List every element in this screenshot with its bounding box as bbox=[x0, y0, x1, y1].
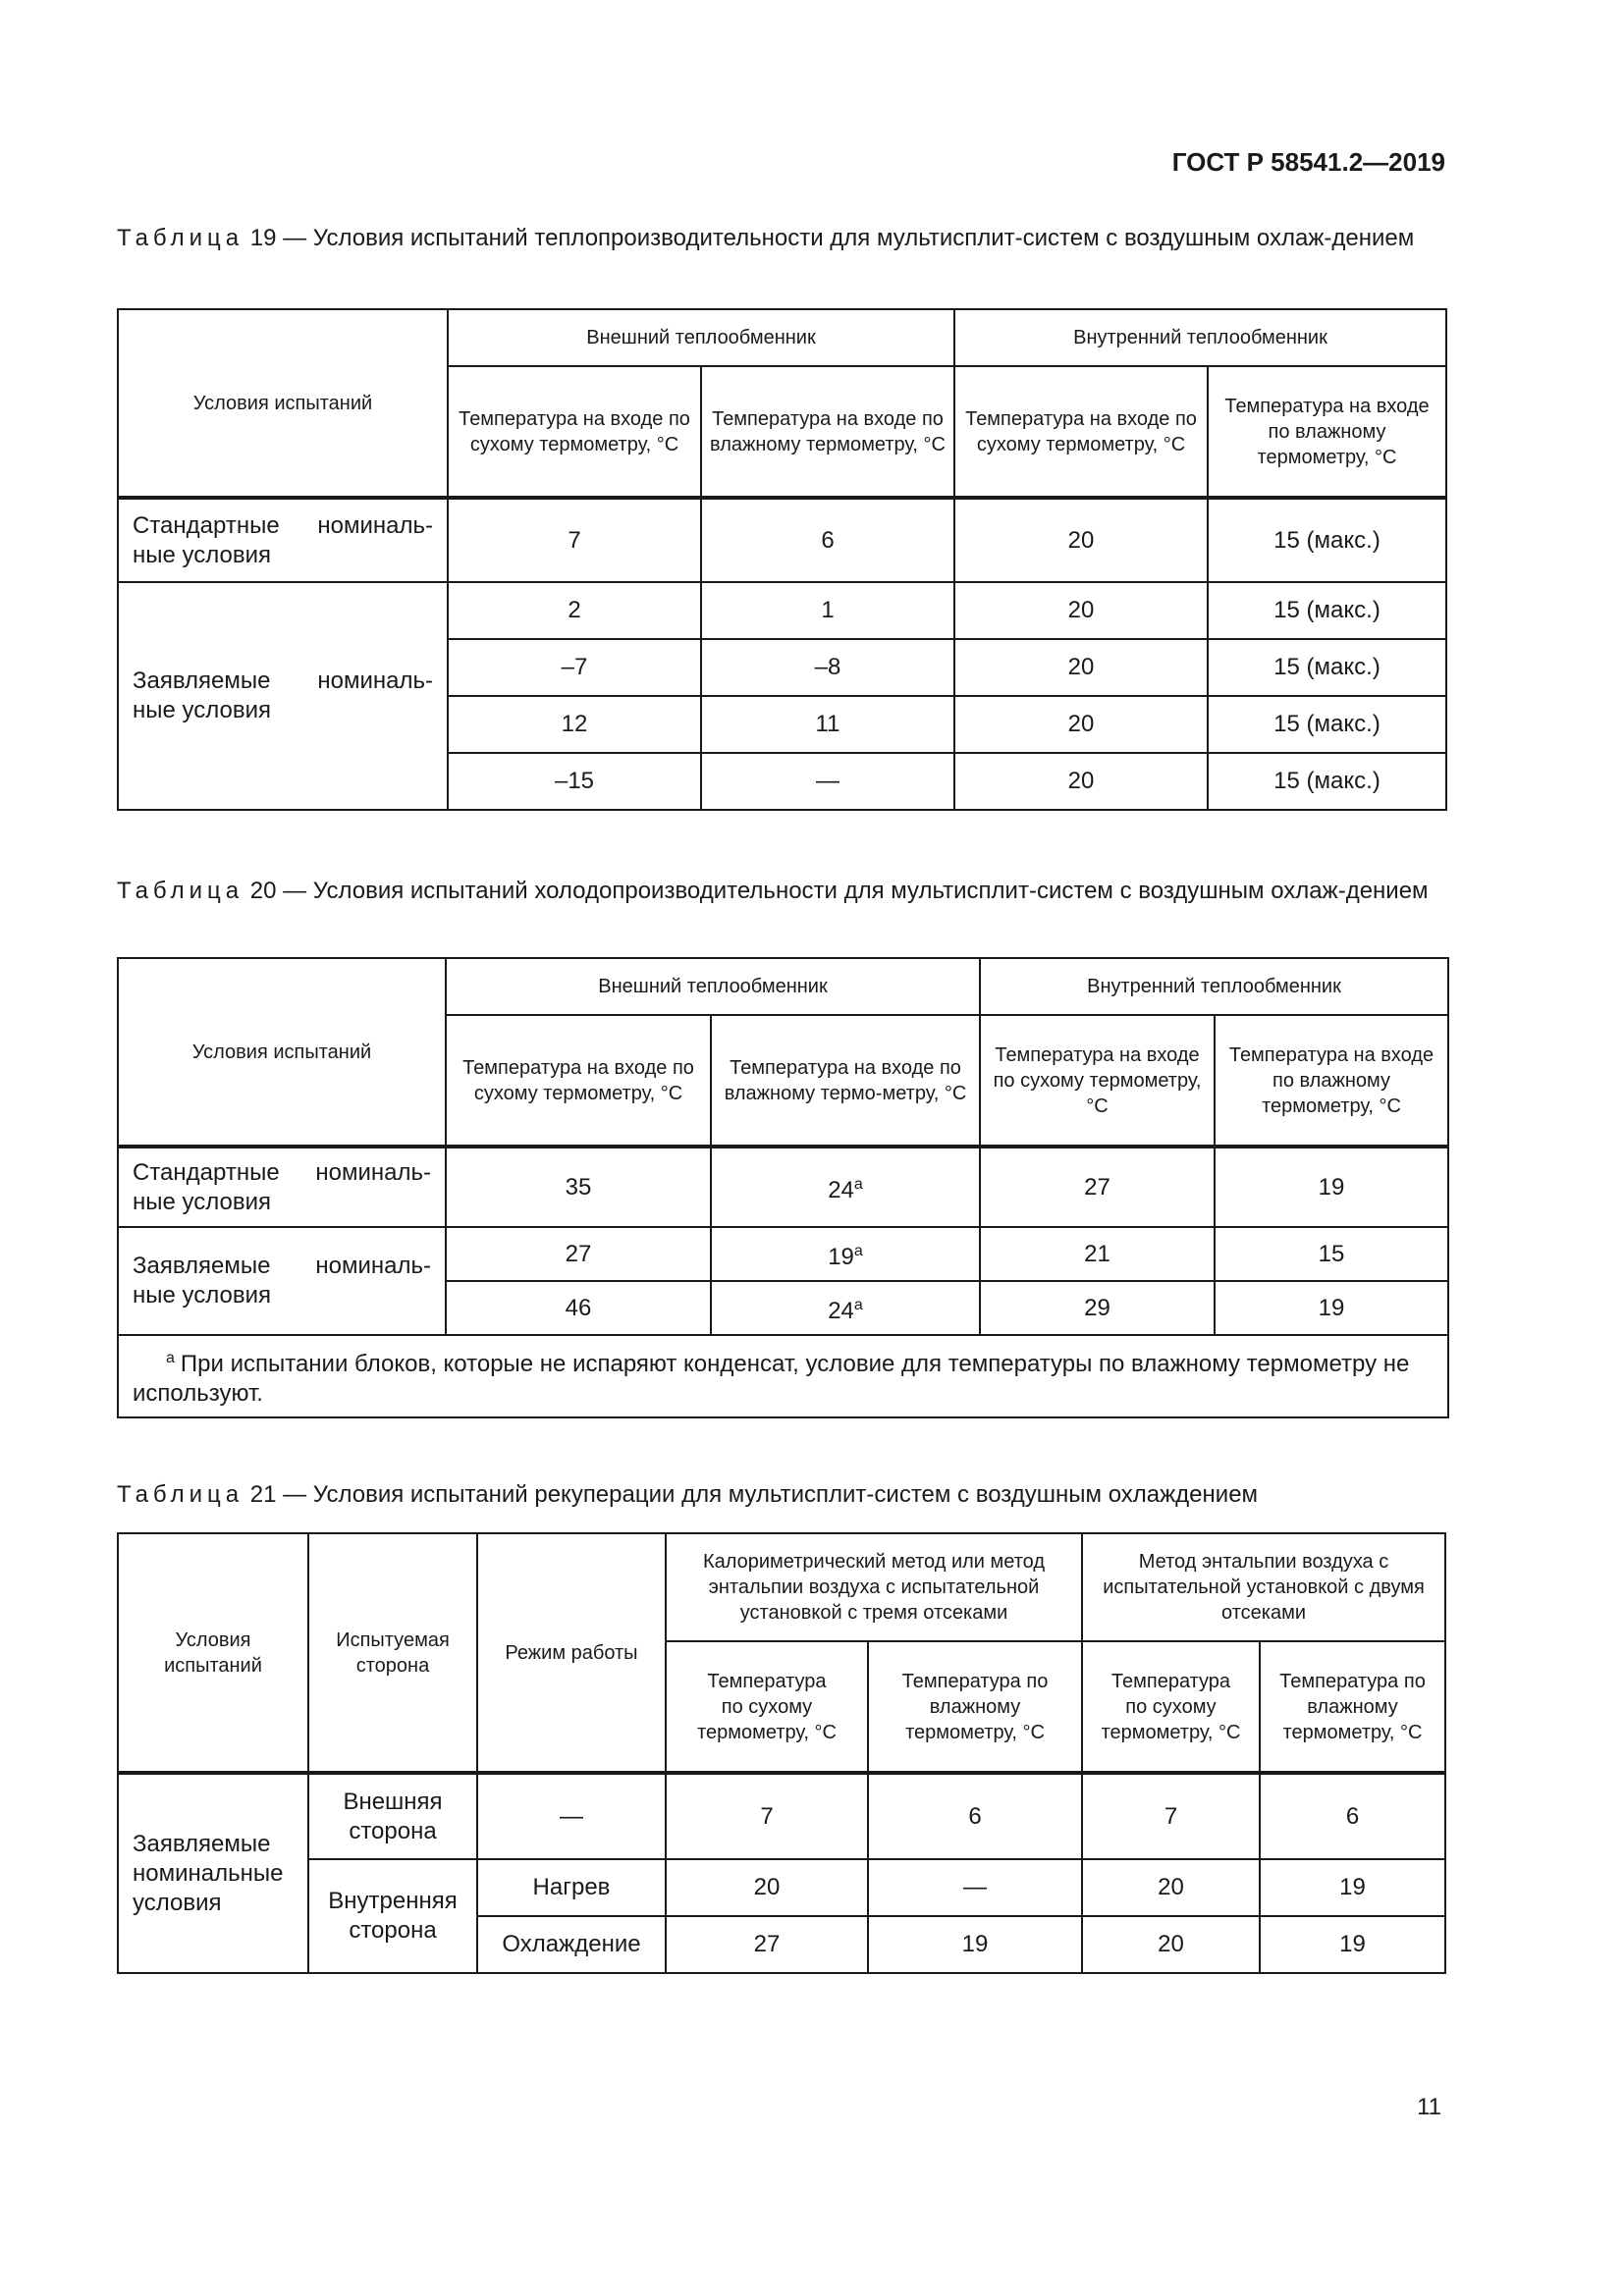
table-cell: 19 bbox=[1215, 1147, 1448, 1227]
t21-side-indoor: Внутренняя сторона bbox=[308, 1859, 477, 1973]
table-row bbox=[118, 498, 1446, 582]
table20-caption-word: Таблица bbox=[117, 878, 244, 904]
table-cell: 12 bbox=[448, 696, 701, 753]
t21-col-dry: Температура по сухому термометру, °C bbox=[666, 1641, 868, 1773]
table-cell: — bbox=[868, 1859, 1082, 1916]
t21-col-mode: Режим работы bbox=[477, 1533, 666, 1773]
table-cell: 6 bbox=[701, 498, 954, 582]
table-cell: 15 (макс.) bbox=[1208, 582, 1446, 639]
t21-col-conditions: Условия испытаний bbox=[118, 1533, 308, 1773]
table19-caption bbox=[117, 224, 1448, 253]
footnote-mark: a bbox=[166, 1350, 175, 1366]
page-number: 11 bbox=[1417, 2094, 1441, 2120]
table21-caption bbox=[117, 1480, 1448, 1510]
table-cell: 29 bbox=[980, 1281, 1215, 1335]
table19 bbox=[117, 308, 1447, 811]
t20-group-outdoor: Внешний теплообменник bbox=[446, 958, 980, 1015]
table-cell: 15 bbox=[1215, 1227, 1448, 1281]
table-cell: 6 bbox=[868, 1773, 1082, 1859]
table-row bbox=[118, 1227, 1448, 1281]
table-row bbox=[118, 1773, 1445, 1859]
table-cell: 1 bbox=[701, 582, 954, 639]
table-cell: –8 bbox=[701, 639, 954, 696]
table-cell: Нагрев bbox=[477, 1859, 666, 1916]
table-cell-value: 19 bbox=[828, 1243, 854, 1270]
table-row bbox=[118, 1147, 1448, 1227]
table21 bbox=[117, 1532, 1446, 1974]
table-cell bbox=[711, 1147, 980, 1227]
t21-group-calorimetric: Калориметрический метод или метод энтальпии воздуха с испытательной установкой с тремя отсеками bbox=[666, 1533, 1082, 1641]
table-row bbox=[118, 582, 1446, 639]
table-cell: 11 bbox=[701, 696, 954, 753]
table-cell: 7 bbox=[1082, 1773, 1260, 1859]
t20-col-in-wet: Температура на входе по влажному термометру, °C bbox=[1215, 1015, 1448, 1147]
t19-col-in-wet: Температура на входе по влажному термометру, °C bbox=[1208, 366, 1446, 498]
t20-col-in-dry: Температура на входе по сухому термометру, °C bbox=[980, 1015, 1215, 1147]
t19-label-declared: Заявляемые номиналь-ные условия bbox=[118, 582, 448, 810]
table-cell: 27 bbox=[446, 1227, 711, 1281]
table-row bbox=[118, 1859, 1445, 1916]
t20-label-declared: Заявляемые номиналь-ные условия bbox=[118, 1227, 446, 1335]
table-cell: — bbox=[701, 753, 954, 810]
table-cell: 19 bbox=[1260, 1916, 1445, 1973]
t20-group-indoor: Внутренний теплообменник bbox=[980, 958, 1448, 1015]
footnote-text: При испытании блоков, которые не испаряют конденсат, условие для температуры по влажному термометру не используют. bbox=[133, 1351, 1410, 1407]
table-cell: 15 (макс.) bbox=[1208, 639, 1446, 696]
table20-caption-text: 20 — Условия испытаний холодопроизводительности для мультисплит-систем с воздушным охлаж-дением bbox=[244, 878, 1429, 904]
t20-footnote bbox=[118, 1335, 1448, 1417]
table-cell: 7 bbox=[666, 1773, 868, 1859]
table-cell: 19 bbox=[1260, 1859, 1445, 1916]
t19-col-conditions: Условия испытаний bbox=[118, 309, 448, 498]
table-cell: –7 bbox=[448, 639, 701, 696]
table-cell: 20 bbox=[954, 696, 1208, 753]
table-cell: 27 bbox=[666, 1916, 868, 1973]
t19-col-out-wet: Температура на входе по влажному термометру, °C bbox=[701, 366, 954, 498]
table-cell: 15 (макс.) bbox=[1208, 498, 1446, 582]
table-cell: 46 bbox=[446, 1281, 711, 1335]
table-cell: 19 bbox=[868, 1916, 1082, 1973]
table-cell: 15 (макс.) bbox=[1208, 753, 1446, 810]
table-cell: 2 bbox=[448, 582, 701, 639]
table-cell: 19 bbox=[1215, 1281, 1448, 1335]
t20-label-standard: Стандартные номиналь-ные условия bbox=[118, 1147, 446, 1227]
t21-side-outdoor: Внешняя сторона bbox=[308, 1773, 477, 1859]
table20 bbox=[117, 957, 1449, 1418]
table21-caption-word: Таблица bbox=[117, 1481, 244, 1508]
footnote-mark: a bbox=[853, 1175, 863, 1193]
table-cell: 20 bbox=[954, 639, 1208, 696]
table-cell: 20 bbox=[954, 753, 1208, 810]
table-cell bbox=[711, 1227, 980, 1281]
t21-group-enthalpy: Метод энтальпии воздуха с испытательной установкой с двумя отсеками bbox=[1082, 1533, 1445, 1641]
table-cell: 15 (макс.) bbox=[1208, 696, 1446, 753]
table-cell: 20 bbox=[666, 1859, 868, 1916]
table21-caption-text: 21 — Условия испытаний рекуперации для мультисплит-систем с воздушным охлаждением bbox=[244, 1481, 1259, 1508]
table-cell bbox=[711, 1281, 980, 1335]
t19-group-indoor: Внутренний теплообменник bbox=[954, 309, 1446, 366]
table-cell: 27 bbox=[980, 1147, 1215, 1227]
table19-caption-text: 19 — Условия испытаний теплопроизводительности для мультисплит-систем с воздушным охлаж-дением bbox=[244, 225, 1415, 251]
table-cell: 20 bbox=[1082, 1859, 1260, 1916]
table-cell: 7 bbox=[448, 498, 701, 582]
table-cell: Охлаждение bbox=[477, 1916, 666, 1973]
table-cell-value: 24 bbox=[828, 1297, 854, 1324]
table-cell: — bbox=[477, 1773, 666, 1859]
t21-col-wet: Температура по влажному термометру, °C bbox=[868, 1641, 1082, 1773]
table-cell: 20 bbox=[954, 582, 1208, 639]
t19-col-out-dry: Температура на входе по сухому термометру, °C bbox=[448, 366, 701, 498]
t19-col-in-dry: Температура на входе по сухому термометру, °C bbox=[954, 366, 1208, 498]
table-cell-value: 24 bbox=[828, 1176, 854, 1203]
table-cell: 6 bbox=[1260, 1773, 1445, 1859]
table-cell: –15 bbox=[448, 753, 701, 810]
t20-col-out-dry: Температура на входе по сухому термометру, °C bbox=[446, 1015, 711, 1147]
t21-col-dry-2: Температура по сухому термометру, °C bbox=[1082, 1641, 1260, 1773]
table19-caption-word: Таблица bbox=[117, 225, 244, 251]
t21-label-declared: Заявляемые номинальные условия bbox=[118, 1773, 308, 1973]
table20-caption bbox=[117, 877, 1448, 906]
t19-group-outdoor: Внешний теплообменник bbox=[448, 309, 954, 366]
t20-col-conditions: Условия испытаний bbox=[118, 958, 446, 1147]
document-code: ГОСТ Р 58541.2—2019 bbox=[1171, 147, 1445, 177]
footnote-mark: a bbox=[853, 1242, 863, 1259]
t19-label-standard: Стандартные номиналь-ные условия bbox=[118, 498, 448, 582]
t20-col-out-wet: Температура на входе по влажному термо-метру, °C bbox=[711, 1015, 980, 1147]
table-cell: 20 bbox=[1082, 1916, 1260, 1973]
t21-col-side: Испытуемая сторона bbox=[308, 1533, 477, 1773]
table-cell: 35 bbox=[446, 1147, 711, 1227]
table-cell: 21 bbox=[980, 1227, 1215, 1281]
t21-col-wet-2: Температура по влажному термометру, °C bbox=[1260, 1641, 1445, 1773]
table-cell: 20 bbox=[954, 498, 1208, 582]
footnote-mark: a bbox=[853, 1296, 863, 1313]
